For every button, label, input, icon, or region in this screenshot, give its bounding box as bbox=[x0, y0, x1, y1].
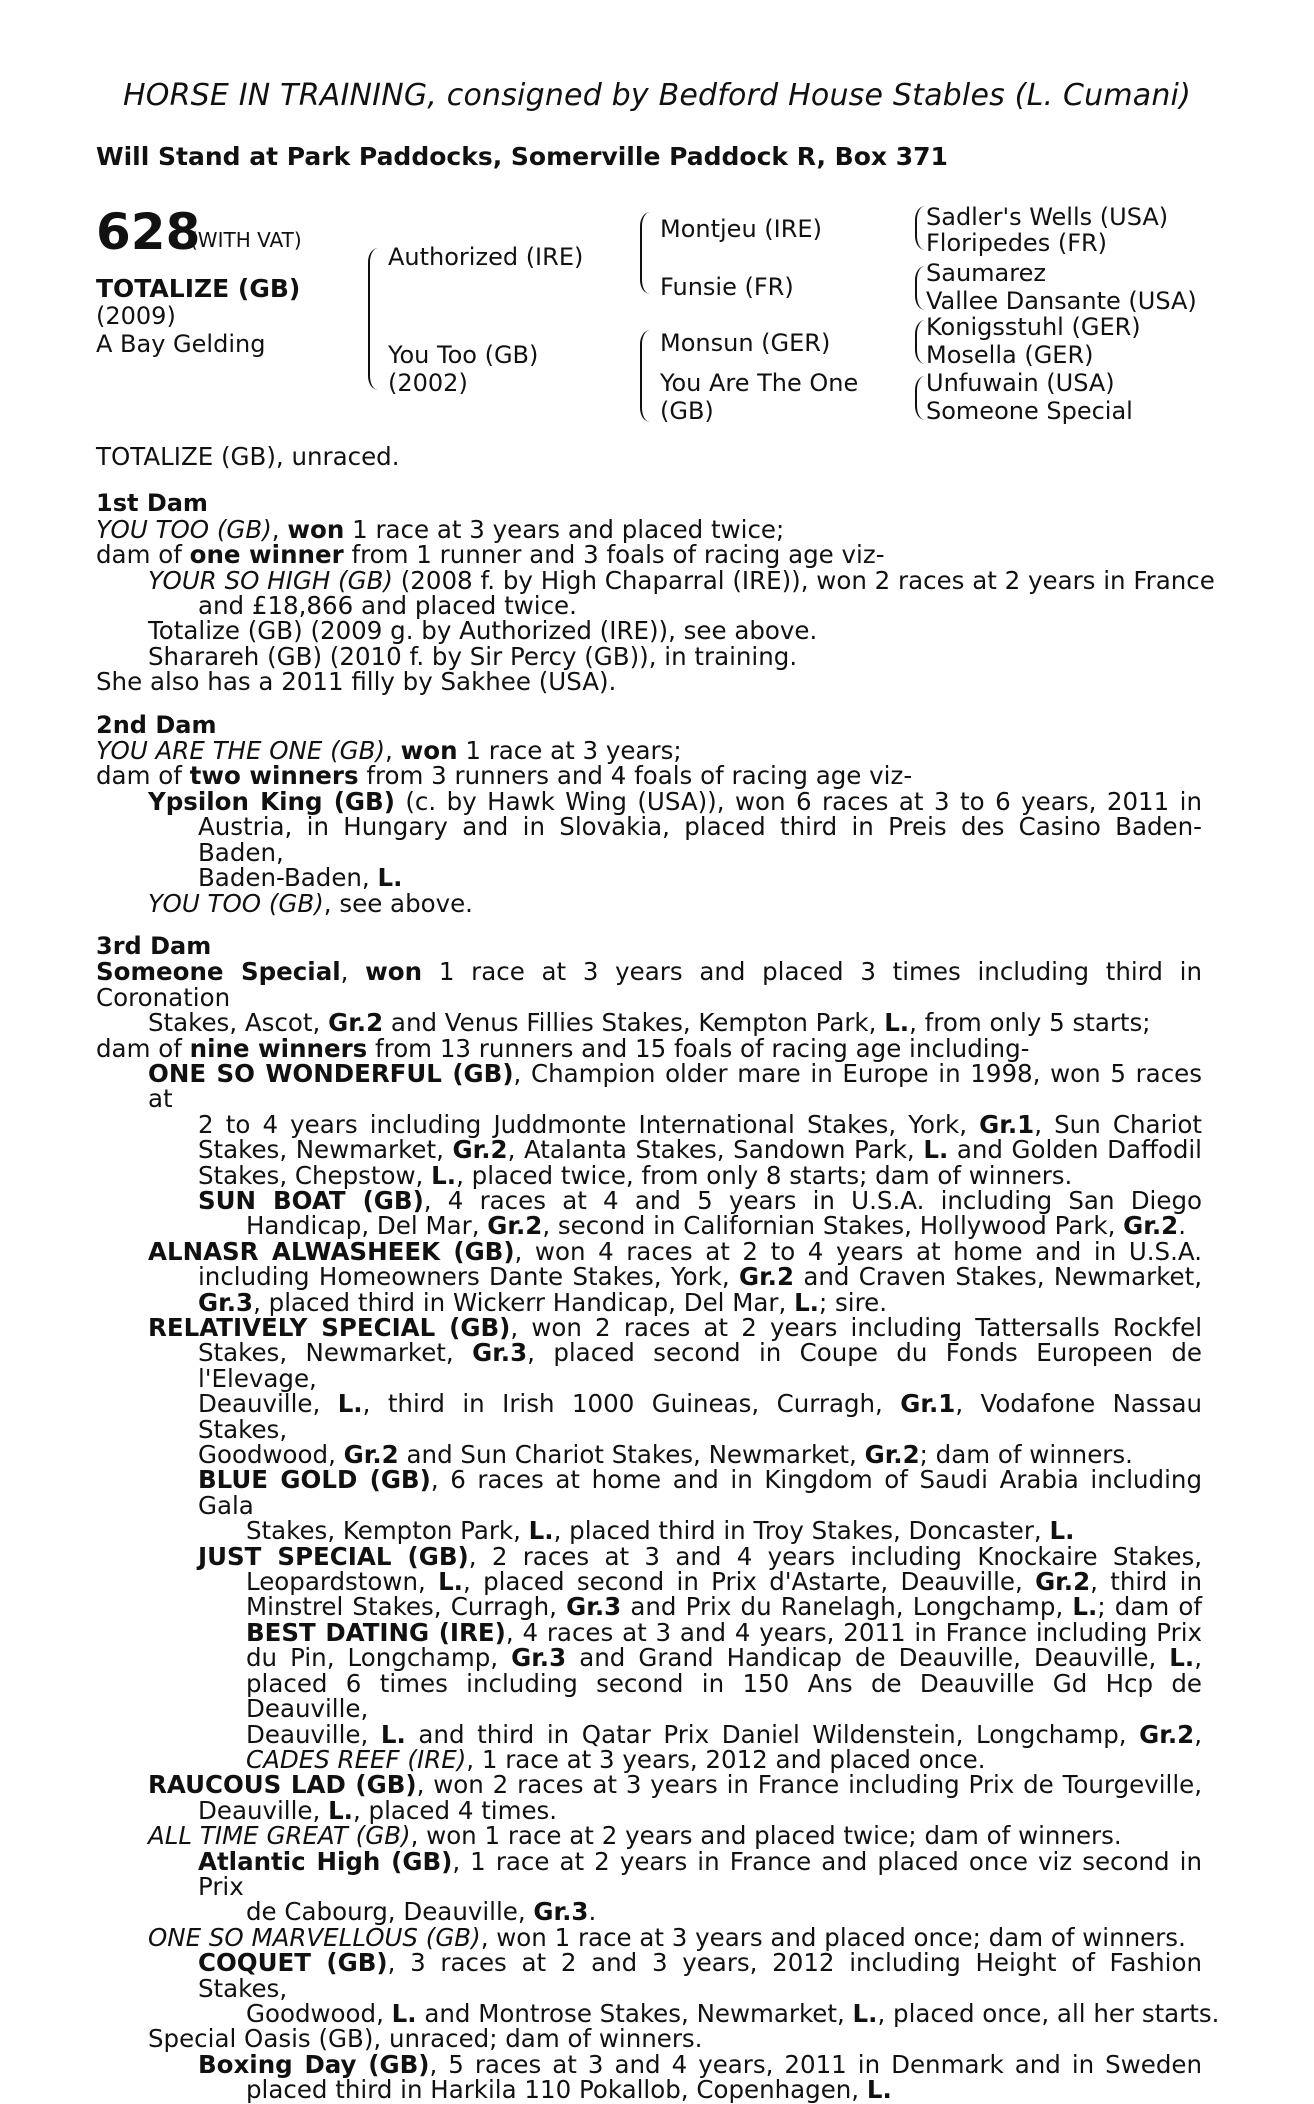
text: (c. by Hawk Wing (USA)), won 6 races at 3 to 6 years, 2011 in bbox=[394, 786, 1203, 816]
produce-entry-cont bbox=[96, 1567, 1202, 1597]
text: de Cabourg, Deauville, bbox=[246, 1897, 534, 1927]
horse-name: SUN BOAT (GB) bbox=[198, 1185, 424, 1215]
catalogue-notes bbox=[96, 442, 1220, 2104]
text: Minstrel Stakes, Curragh, bbox=[246, 1592, 567, 1622]
text: , 5 races at 3 and 4 years, 2011 in Denmark and in Sweden bbox=[429, 2049, 1202, 2079]
winners-count: two winners bbox=[189, 761, 359, 791]
grade: Gr.2 bbox=[738, 1262, 795, 1292]
text: . bbox=[588, 1897, 597, 1927]
horse-name: TOTALIZE (GB) bbox=[96, 274, 301, 303]
text: Goodwood, bbox=[246, 1998, 392, 2028]
text: 2 to 4 years including Juddmonte International Stakes, York, bbox=[198, 1109, 980, 1139]
text: , won 4 races at 2 to 4 years at home and in U.S.A. bbox=[514, 1236, 1202, 1266]
third-dam-line-cont bbox=[96, 1008, 1202, 1038]
horse-name: RAUCOUS LAD (GB) bbox=[148, 1770, 417, 1800]
text: 1 race at 3 years and placed 3 times including third in Coronation bbox=[96, 957, 1202, 1012]
produce-entry-cont bbox=[96, 863, 1202, 893]
horse-name: Someone Special bbox=[96, 957, 341, 987]
produce-entry bbox=[96, 1846, 1202, 1901]
text: placed third in Harkila 110 Pokallob, Copenhagen, bbox=[246, 2075, 867, 2104]
pedigree-sire-sire: Montjeu (IRE) bbox=[660, 215, 822, 243]
won-label: won bbox=[287, 514, 345, 544]
horse-name: CADES REEF (IRE) bbox=[246, 1744, 467, 1774]
produce-entry-cont bbox=[96, 1211, 1202, 1241]
produce-entry: Sharareh (GB) (2010 f. by Sir Percy (GB)), in training. bbox=[148, 641, 798, 671]
produce-entry-cont bbox=[96, 1135, 1202, 1165]
produce-entry-cont: and £18,866 and placed twice. bbox=[198, 591, 577, 621]
text: , Atalanta Stakes, Sandown Park, bbox=[507, 1135, 924, 1165]
text: ; dam of bbox=[1097, 1592, 1202, 1622]
third-dam-line: Someone Special, won 1 race at 3 years and placed 3 times including third in Coronation bbox=[96, 957, 1202, 1012]
text: , Sun Chariot bbox=[1034, 1109, 1202, 1139]
pedigree-ssd: Floripedes (FR) bbox=[926, 229, 1108, 257]
horse-name: YOUR SO HIGH (GB) bbox=[148, 565, 393, 595]
page-header: HORSE IN TRAINING, consigned by Bedford House Stables (L. Cumani) bbox=[123, 78, 1191, 113]
won-label: won bbox=[365, 957, 423, 987]
pedigree-brace-gen1 bbox=[368, 248, 378, 390]
produce-entry bbox=[96, 786, 1203, 816]
text: ; sire. bbox=[818, 1287, 887, 1317]
text: from 3 runners and 4 foals of racing age viz- bbox=[358, 761, 913, 791]
text: and Sun Chariot Stakes, Newmarket, bbox=[398, 1440, 865, 1470]
text: , 4 races at 4 and 5 years in U.S.A. including San Diego bbox=[423, 1185, 1202, 1215]
text: including Homeowners Dante Stakes, York, bbox=[198, 1262, 739, 1292]
text: , 4 races at 3 and 4 years, 2011 in France including Prix bbox=[505, 1617, 1202, 1647]
pedigree-ddd: Someone Special bbox=[926, 397, 1133, 425]
text: , 3 races at 2 and 3 years, 2012 including Height of Fashion Stakes, bbox=[198, 1948, 1202, 2003]
produce-entry-cont bbox=[96, 1340, 1202, 1391]
grade: Gr.3 bbox=[566, 1592, 622, 1622]
text: Deauville, bbox=[198, 1795, 329, 1825]
text: , third in bbox=[1090, 1567, 1202, 1597]
text: Goodwood, bbox=[198, 1440, 344, 1470]
second-dam-heading: 2nd Dam bbox=[96, 710, 217, 739]
grade: Gr.1 bbox=[900, 1389, 956, 1419]
produce-entry-cont bbox=[96, 1160, 1202, 1190]
first-dam-line: YOU TOO (GB), won 1 race at 3 years and placed twice; bbox=[96, 514, 785, 544]
text: , bbox=[1194, 1719, 1202, 1749]
grade: L. bbox=[884, 1008, 910, 1038]
pedigree-brace-dd bbox=[915, 376, 925, 420]
grade: L. bbox=[1049, 1516, 1075, 1546]
winners-count: one winner bbox=[189, 540, 344, 570]
grade: L. bbox=[377, 863, 403, 893]
grade: Gr.2 bbox=[1139, 1719, 1195, 1749]
produce-entry bbox=[96, 1617, 1202, 1647]
text: , placed once, all her starts. bbox=[877, 1998, 1220, 2028]
horse-name: COQUET (GB) bbox=[198, 1948, 388, 1978]
produce-entry-cont: placed 6 times including second in 150 Ans de Deauville Gd Hcp de Deauville, bbox=[246, 1668, 1202, 1724]
produce-entry bbox=[96, 565, 1215, 595]
text: , won 1 race at 2 years and placed twice; dam of winners. bbox=[410, 1821, 1122, 1851]
produce-entry-cont bbox=[96, 1391, 1202, 1442]
horse-name: BEST DATING (IRE) bbox=[246, 1617, 506, 1647]
produce-entry-cont: Austria, in Hungary and in Slovakia, placed third in Preis des Casino Baden-Baden, bbox=[198, 812, 1202, 867]
horse-name: YOU TOO (GB) bbox=[148, 888, 324, 918]
text: Deauville, bbox=[246, 1719, 381, 1749]
text: , placed twice, from only 8 starts; dam of winners. bbox=[456, 1160, 1073, 1190]
grade: Gr.2 bbox=[864, 1440, 920, 1470]
text: Leopardstown, bbox=[246, 1567, 439, 1597]
grade: L. bbox=[794, 1287, 819, 1317]
horse-name: Boxing Day (GB) bbox=[198, 2049, 430, 2079]
text: Stakes, Newmarket, bbox=[198, 1338, 473, 1368]
grade: Gr.1 bbox=[979, 1109, 1035, 1139]
produce-entry-cont bbox=[96, 1262, 1202, 1292]
pedigree-dam-dam-2: (GB) bbox=[660, 397, 714, 425]
text: and Venus Fillies Stakes, Kempton Park, bbox=[383, 1008, 885, 1038]
produce-entry: Totalize (GB) (2009 g. by Authorized (IRE)), see above. bbox=[148, 616, 818, 646]
text: Deauville, bbox=[198, 1389, 338, 1419]
produce-entry-cont bbox=[96, 1109, 1202, 1139]
produce-entry-cont bbox=[96, 1897, 1202, 1927]
text: , placed second in Prix d'Astarte, Deauville, bbox=[462, 1567, 1036, 1597]
first-dam-produce bbox=[96, 540, 1202, 570]
horse-name: Ypsilon King (GB) bbox=[148, 786, 395, 816]
pedigree-brace-sire bbox=[640, 212, 650, 294]
text: ; dam of winners. bbox=[919, 1440, 1133, 1470]
text: and Golden Daffodil bbox=[948, 1135, 1202, 1165]
text: dam of bbox=[96, 761, 190, 791]
grade: Gr.2 bbox=[343, 1440, 399, 1470]
produce-note: She also has a 2011 filly by Sakhee (USA). bbox=[96, 667, 617, 697]
produce-entry-cont bbox=[96, 1719, 1202, 1749]
text: , Champion older mare in Europe in 1998, won 5 races at bbox=[148, 1058, 1203, 1114]
text: Stakes, Chepstow, bbox=[198, 1160, 432, 1190]
text: Stakes, Newmarket, bbox=[198, 1135, 453, 1165]
second-dam-line: YOU ARE THE ONE (GB), won 1 race at 3 years; bbox=[96, 736, 682, 766]
pedigree-brace-ds bbox=[915, 320, 925, 364]
pedigree-dam: You Too (GB) bbox=[388, 341, 539, 369]
text: , placed third in Wickerr Handicap, Del Mar, bbox=[253, 1287, 795, 1317]
grade: L. bbox=[438, 1567, 463, 1597]
text: and Craven Stakes, Newmarket, bbox=[794, 1262, 1202, 1292]
text: (2008 f. by High Chaparral (IRE)), won 2 races at 2 years in France bbox=[392, 565, 1215, 595]
produce-entry bbox=[96, 1541, 1202, 1571]
text: , won 2 races at 2 years including Tattersalls Rockfel bbox=[510, 1313, 1202, 1342]
lot-number: 628 bbox=[96, 203, 201, 261]
text: , 1 race at 3 years, 2012 and placed once. bbox=[466, 1744, 986, 1774]
pedigree-brace-dam bbox=[640, 330, 650, 422]
stand-location: Will Stand at Park Paddocks, Somerville Paddock R, Box 371 bbox=[96, 142, 948, 171]
text: du Pin, Longchamp, bbox=[246, 1643, 512, 1673]
grade: Gr.3 bbox=[533, 1897, 589, 1927]
grade: Gr.2 bbox=[328, 1008, 384, 1038]
text: , see above. bbox=[323, 888, 473, 918]
produce-entry-cont bbox=[96, 1795, 1202, 1825]
produce-entry bbox=[96, 1315, 1202, 1340]
produce-entry bbox=[96, 888, 1202, 918]
text: , 6 races at home and in Kingdom of Saudi Arabia including Gala bbox=[198, 1465, 1202, 1520]
produce-entry bbox=[96, 1185, 1202, 1215]
text: , Vodafone Nassau Stakes, bbox=[198, 1389, 1202, 1444]
text: and third in Qatar Prix Daniel Wildenstein, Longchamp, bbox=[405, 1719, 1140, 1749]
unraced-note: TOTALIZE (GB), unraced. bbox=[96, 442, 400, 471]
grade: L. bbox=[866, 2075, 892, 2104]
pedigree-dam-dam: You Are The One bbox=[660, 369, 859, 397]
grade: L. bbox=[852, 1998, 878, 2028]
grade: L. bbox=[528, 1516, 554, 1546]
produce-entry-cont bbox=[96, 2077, 1202, 2102]
pedigree-sds: Saumarez bbox=[926, 259, 1046, 287]
grade: Gr.3 bbox=[198, 1287, 254, 1317]
horse-year: (2009) bbox=[96, 302, 176, 330]
text: , 2 races at 3 and 4 years including Knockaire Stakes, bbox=[468, 1541, 1202, 1571]
grade: Gr.2 bbox=[1123, 1211, 1179, 1241]
grade: L. bbox=[431, 1160, 457, 1190]
pedigree-dam-year: (2002) bbox=[388, 369, 468, 397]
text: , bbox=[1194, 1643, 1203, 1673]
pedigree-dds: Unfuwain (USA) bbox=[926, 369, 1115, 397]
third-dam-produce bbox=[96, 1033, 1202, 1063]
text: , placed third in Troy Stakes, Doncaster, bbox=[553, 1516, 1050, 1546]
produce-entry bbox=[96, 1821, 1202, 1851]
horse-name: ONE SO MARVELLOUS (GB) bbox=[148, 1922, 481, 1952]
second-dam-produce bbox=[96, 761, 1202, 791]
text: Stakes, Ascot, bbox=[148, 1008, 329, 1038]
produce-entry bbox=[96, 2049, 1202, 2079]
text: dam of bbox=[96, 1033, 190, 1063]
horse-name: RELATIVELY SPECIAL (GB) bbox=[148, 1313, 511, 1342]
produce-entry: Special Oasis (GB), unraced; dam of winners. bbox=[148, 2024, 703, 2054]
grade: L. bbox=[1169, 1643, 1195, 1673]
text: Baden-Baden, bbox=[198, 863, 378, 893]
produce-entry bbox=[96, 1922, 1202, 1952]
text: , won 2 races at 3 years in France including Prix de Tourgeville, bbox=[416, 1770, 1202, 1800]
text: , second in Californian Stakes, Hollywood Park, bbox=[542, 1211, 1124, 1241]
text: from 1 runner and 3 foals of racing age viz- bbox=[343, 540, 885, 570]
text: Handicap, Del Mar, bbox=[246, 1211, 488, 1241]
pedigree-sire: Authorized (IRE) bbox=[388, 243, 584, 271]
produce-entry bbox=[96, 1236, 1202, 1266]
pedigree-dss: Konigsstuhl (GER) bbox=[926, 313, 1141, 341]
first-dam-record: 1 race at 3 years and placed twice; bbox=[344, 514, 785, 544]
text: 1 race at 3 years; bbox=[457, 736, 682, 766]
grade: L. bbox=[1072, 1592, 1098, 1622]
grade: L. bbox=[328, 1795, 353, 1825]
pedigree-brace-ss bbox=[915, 206, 925, 250]
horse-name: Atlantic High (GB) bbox=[198, 1846, 453, 1876]
produce-entry-cont bbox=[96, 1643, 1203, 1673]
grade: Gr.3 bbox=[511, 1643, 567, 1673]
produce-entry-cont bbox=[96, 1287, 1202, 1317]
text: from 13 runners and 15 foals of racing age including- bbox=[367, 1033, 1030, 1063]
produce-entry bbox=[96, 1058, 1203, 1114]
pedigree-dsd: Mosella (GER) bbox=[926, 341, 1094, 369]
horse-name: ALL TIME GREAT (GB) bbox=[148, 1821, 411, 1851]
text: , 1 race at 2 years in France and placed once viz second in Prix bbox=[198, 1846, 1202, 1901]
third-dam-heading: 3rd Dam bbox=[96, 931, 212, 960]
text: , third in Irish 1000 Guineas, Curragh, bbox=[362, 1389, 901, 1419]
grade: Gr.3 bbox=[472, 1338, 528, 1368]
text: Stakes, Kempton Park, bbox=[246, 1516, 529, 1546]
grade: L. bbox=[391, 1998, 417, 2028]
produce-entry bbox=[96, 1744, 1202, 1774]
horse-name: JUST SPECIAL (GB) bbox=[198, 1541, 469, 1571]
text: . bbox=[1178, 1211, 1187, 1241]
vat-note: (WITH VAT) bbox=[190, 228, 302, 252]
horse-name: ONE SO WONDERFUL (GB) bbox=[148, 1058, 514, 1088]
horse-name: YOU ARE THE ONE (GB) bbox=[96, 736, 386, 766]
text: , won 1 race at 3 years and placed once; dam of winners. bbox=[480, 1922, 1186, 1952]
text: and Grand Handicap de Deauville, Deauville, bbox=[566, 1643, 1170, 1673]
text: and Prix du Ranelagh, Longchamp, bbox=[621, 1592, 1073, 1622]
won-label: won bbox=[400, 736, 458, 766]
produce-entry-cont bbox=[96, 1516, 1202, 1546]
winners-count: nine winners bbox=[189, 1033, 368, 1063]
pedigree-sire-dam: Funsie (FR) bbox=[660, 273, 794, 301]
produce-entry-cont bbox=[96, 1440, 1202, 1470]
produce-entry bbox=[96, 1950, 1202, 2001]
text: and Montrose Stakes, Newmarket, bbox=[416, 1998, 853, 2028]
text: , placed second in Coupe du Fonds Europeen de l'Elevage, bbox=[198, 1338, 1202, 1393]
produce-entry-cont bbox=[96, 1592, 1202, 1622]
produce-entry bbox=[96, 1467, 1202, 1518]
grade: L. bbox=[337, 1389, 363, 1419]
grade: Gr.2 bbox=[452, 1135, 508, 1165]
first-dam-heading: 1st Dam bbox=[96, 489, 208, 518]
grade: Gr.2 bbox=[1035, 1567, 1091, 1597]
grade: L. bbox=[380, 1719, 406, 1749]
horse-name: BLUE GOLD (GB) bbox=[198, 1465, 431, 1495]
horse-name: ALNASR ALWASHEEK (GB) bbox=[148, 1236, 515, 1266]
text: , from only 5 starts; bbox=[909, 1008, 1151, 1038]
pedigree-sss: Sadler's Wells (USA) bbox=[926, 203, 1169, 231]
grade: Gr.2 bbox=[487, 1211, 543, 1241]
pedigree-dam-sire: Monsun (GER) bbox=[660, 329, 831, 357]
pedigree-sdd: Vallee Dansante (USA) bbox=[926, 287, 1197, 315]
text: dam of bbox=[96, 540, 190, 570]
grade: L. bbox=[923, 1135, 949, 1165]
first-dam-name: YOU TOO (GB) bbox=[96, 514, 272, 544]
text: , placed 4 times. bbox=[352, 1795, 558, 1825]
produce-entry bbox=[96, 1770, 1202, 1800]
horse-description: A Bay Gelding bbox=[96, 330, 266, 358]
pedigree-brace-sd bbox=[915, 266, 925, 310]
produce-entry-cont bbox=[96, 1998, 1220, 2028]
